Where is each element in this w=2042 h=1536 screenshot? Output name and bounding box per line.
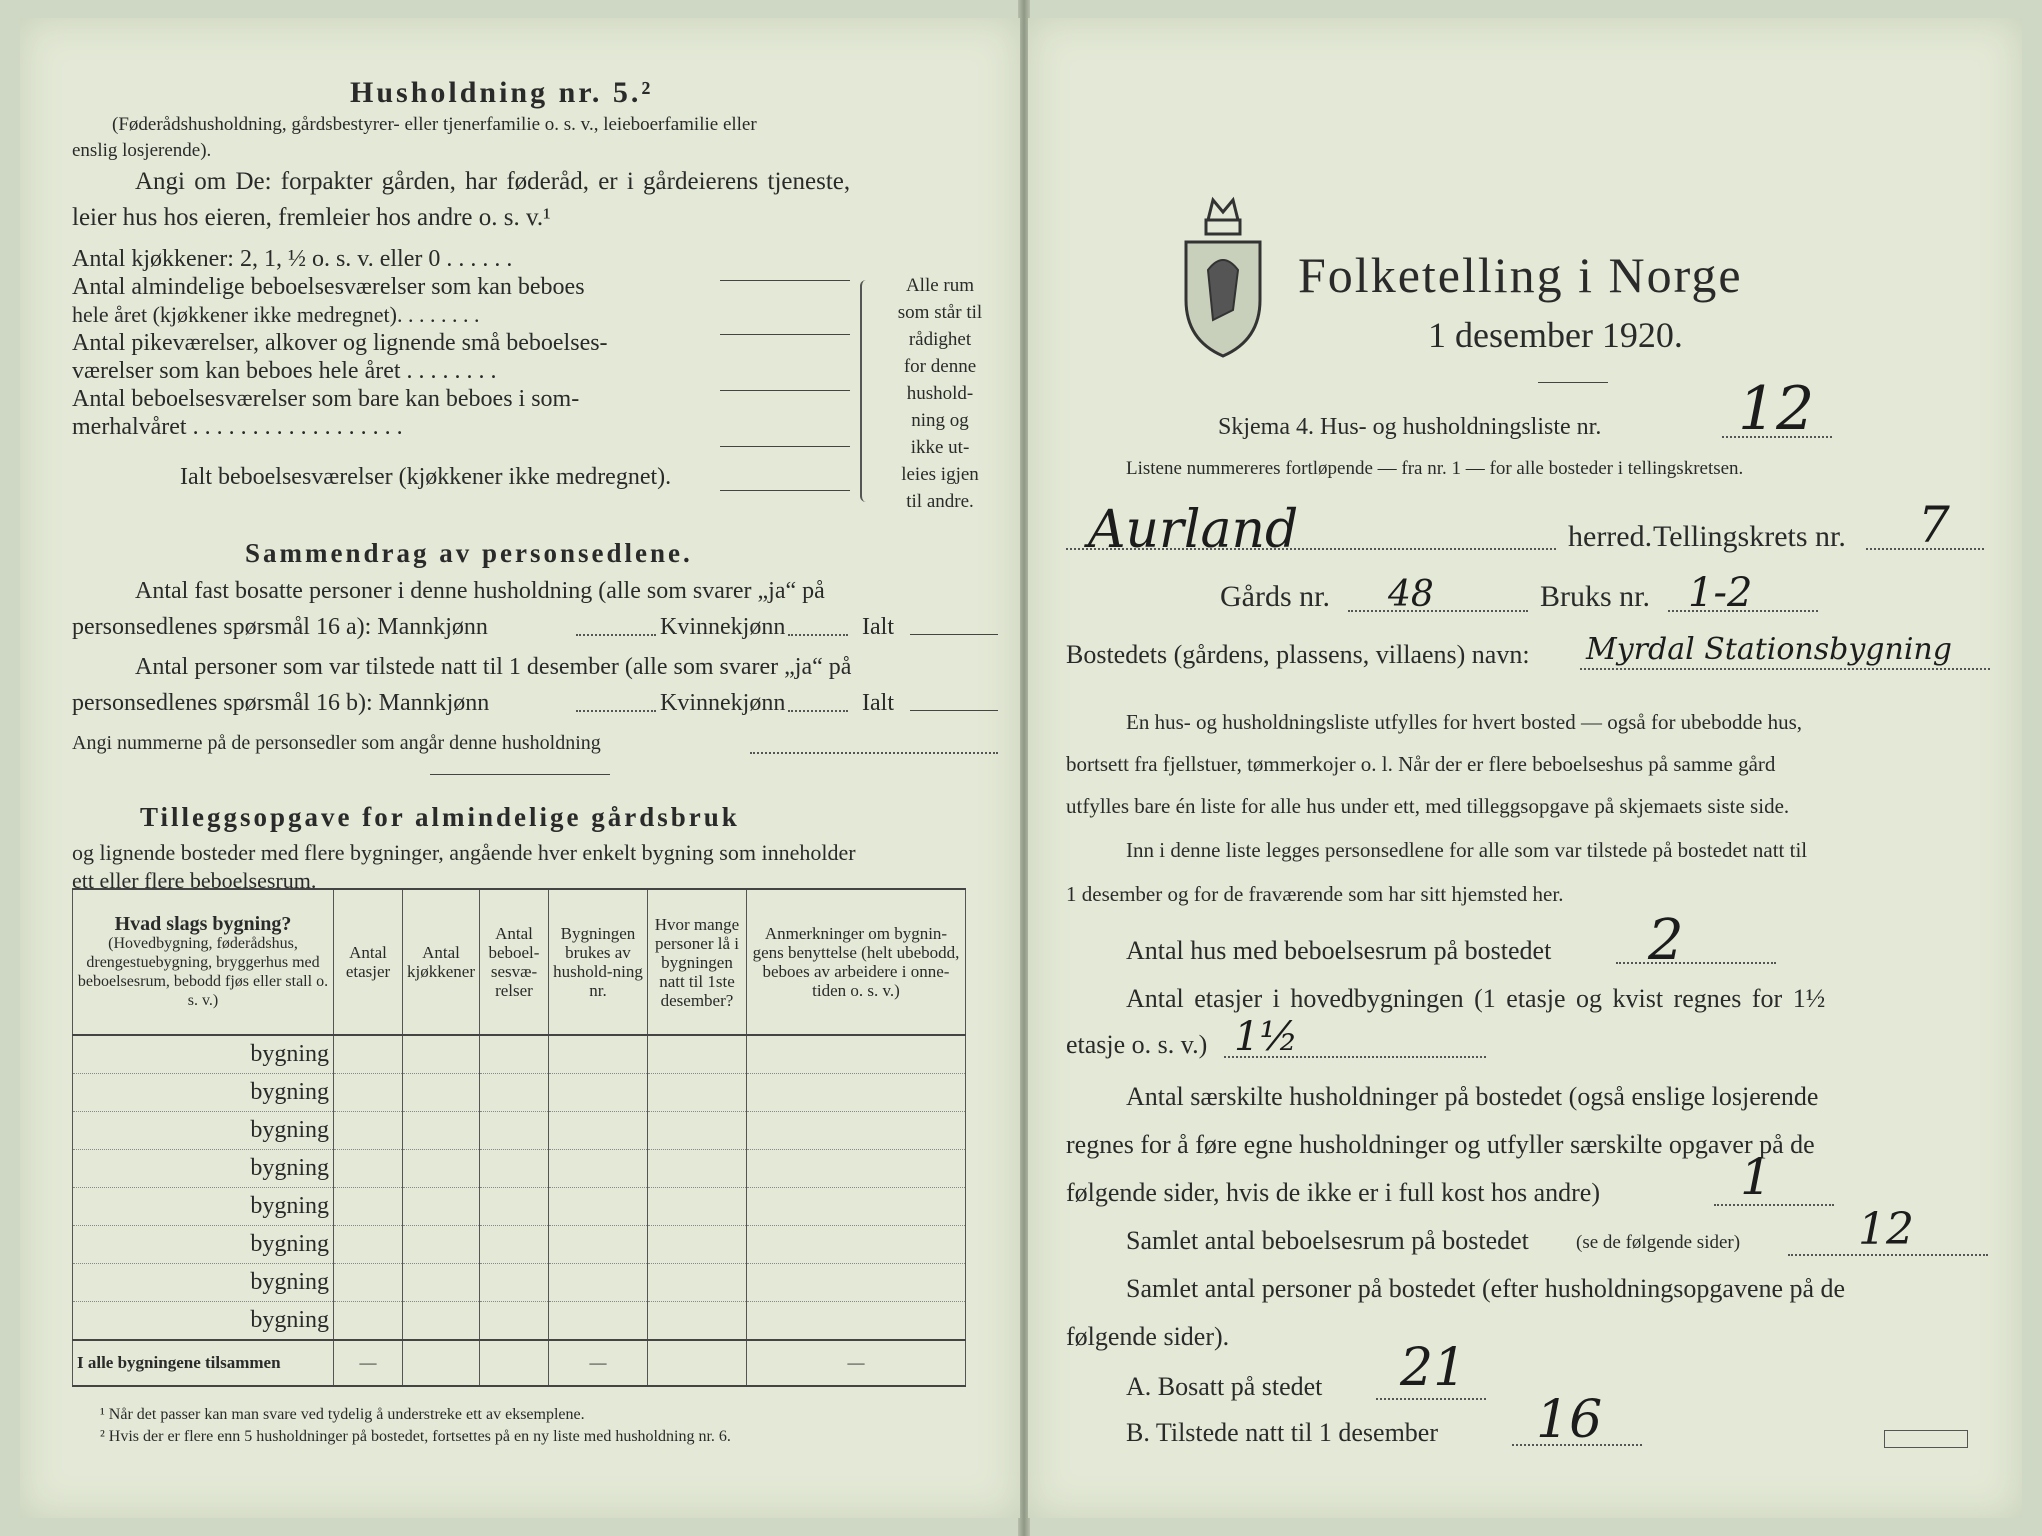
rooms-ordinary-2: hele året (kjøkkener ikke medregnet). . . . . . . . — [72, 302, 480, 327]
male-resident-field — [576, 634, 656, 636]
side-note-line: Alle rum — [905, 275, 975, 296]
bruks-value: 1-2 — [1688, 570, 1753, 616]
summary-line-2: personsedlenes spørsmål 16 a): Mannkjønn — [72, 614, 488, 640]
herred-label: herred. — [1568, 520, 1653, 553]
side-note — [880, 272, 1000, 515]
summary-line-3: Antal personer som var tilstede natt til 1 desember (alle som svarer „ja“ på — [135, 654, 852, 680]
table-row — [73, 1035, 966, 1074]
female-label-1: Kvinnekjønn — [660, 614, 786, 640]
a-label: A. Bosatt på stedet — [1126, 1372, 1323, 1401]
col-building-type-title: Hvad slags bygning? — [114, 912, 292, 935]
total-dash: — — [548, 1340, 647, 1386]
rooms-maid-2: værelser som kan beboes hele året . . . . . . . . — [72, 358, 497, 384]
hus-label: Antal hus med beboelsesrum på bostedet — [1126, 936, 1552, 965]
table-row — [73, 1302, 966, 1341]
col-building-type-body: (Hovedbygning, føderådshus, drengestuebygning, bryggerhus med beboelsesrum, bebodd fjøs eller stall o. s. v.) — [77, 934, 329, 1009]
rooms-maid-1: Antal pikeværelser, alkover og lignende små beboelses- — [72, 330, 608, 356]
skjema-label: Skjema 4. Hus- og husholdningsliste nr. — [1218, 414, 1602, 440]
printer-stamp — [1884, 1430, 1968, 1448]
etasjer-line1: Antal etasjer i hovedbygningen (1 etasje og kvist regnes for 1½ — [1126, 984, 1826, 1013]
census-date: 1 desember 1920. — [1428, 315, 1683, 355]
col-persons: Hvor mange personer lå i bygningen natt til 1ste desember? — [647, 889, 746, 1035]
building-label: bygning — [73, 1264, 334, 1302]
rooms-total: Ialt beboelsesværelser (kjøkkener ikke medregnet). — [180, 464, 672, 490]
table-row — [73, 1264, 966, 1302]
title-divider — [1538, 382, 1608, 383]
rum-note: (se de følgende sider) — [1576, 1232, 1741, 1253]
angi-line-2: leier hus hos eieren, fremleier hos andre o. s. v.¹ — [72, 204, 551, 231]
nummerne-line: Angi nummerne på de personsedler som angår denne husholdning — [72, 732, 601, 754]
table-header-row — [73, 889, 966, 1035]
herred-field — [1066, 548, 1556, 550]
census-title: Folketelling i Norge — [1298, 247, 1743, 303]
total-label: I alle bygningene tilsammen — [73, 1340, 334, 1386]
ialt-resident-field — [910, 634, 998, 635]
footnote-2: ² Hvis der er flere enn 5 husholdninger på bostedet, fortsettes på en ny liste med husholdning nr. 6. — [100, 1428, 731, 1445]
angi-line-1: Angi om De: forpakter gården, har føderåd, er i gårdeierens tjeneste, — [135, 168, 851, 195]
a-field — [1376, 1398, 1486, 1400]
side-note-line: hushold- — [906, 383, 974, 404]
tillegg-title: Tilleggsopgave for almindelige gårdsbruk — [140, 802, 740, 832]
table-total-row — [73, 1340, 966, 1386]
rum-value: 12 — [1858, 1204, 1914, 1255]
rooms-summer-1: Antal beboelsesværelser som bare kan beboes i som- — [72, 386, 580, 412]
hus-field — [1616, 962, 1776, 964]
tellingskrets-value: 7 — [1918, 496, 1950, 554]
female-present-field — [788, 710, 848, 712]
building-table — [72, 888, 966, 1387]
building-label: bygning — [73, 1226, 334, 1264]
kitchens-field — [720, 280, 850, 281]
summary-line-4: personsedlenes spørsmål 16 b): Mannkjønn — [72, 690, 490, 716]
table-row — [73, 1150, 966, 1188]
sk-line3: følgende sider, hvis de ikke er i full kost hos andre) — [1066, 1178, 1600, 1207]
maid-field — [720, 390, 850, 391]
col-household-no: Bygningen brukes av hushold-ning nr. — [548, 889, 647, 1035]
col-kitchens: Antal kjøkkener — [403, 889, 480, 1035]
side-note-line: for denne — [903, 356, 977, 377]
rum-label: Samlet antal beboelsesrum på bostedet — [1126, 1226, 1529, 1255]
sk-value: 1 — [1740, 1148, 1772, 1206]
side-note-line: som står til — [897, 302, 983, 323]
sk-line1: Antal særskilte husholdninger på bostedet (også enslige losjerende — [1126, 1082, 1819, 1111]
a-value: 21 — [1400, 1338, 1467, 1398]
para1-line1: En hus- og husholdningsliste utfylles for hvert bosted — også for ubebodde hus, — [1126, 710, 1802, 734]
female-resident-field — [788, 634, 848, 636]
nummerne-field — [750, 752, 998, 754]
sk-field — [1714, 1204, 1834, 1206]
pers-line1: Samlet antal personer på bostedet (efter husholdningsopgavene på de — [1126, 1274, 1846, 1303]
total-rooms-field — [720, 490, 850, 491]
table-row — [73, 1112, 966, 1150]
table-row — [73, 1188, 966, 1226]
ordinary-field — [720, 334, 850, 335]
household-title: Husholdning nr. 5.² — [350, 76, 654, 109]
tillegg-line-1: og lignende bosteder med flere bygninger, angående hver enkelt bygning som inneholder — [72, 840, 856, 865]
herred-value: Aurland — [1088, 500, 1299, 560]
pers-line2: følgende sider). — [1066, 1322, 1230, 1351]
table-row — [73, 1074, 966, 1112]
intro-line-2: enslig losjerende). — [72, 140, 212, 161]
bosted-label: Bostedets (gårdens, plassens, villaens) navn: — [1066, 640, 1530, 669]
para2-line2: 1 desember og for de fraværende som har sitt hjemsted her. — [1066, 882, 1564, 906]
female-label-2: Kvinnekjønn — [660, 690, 786, 716]
gards-label: Gårds nr. — [1220, 580, 1330, 613]
rooms-kitchens: Antal kjøkkener: 2, 1, ½ o. s. v. eller 0 . . . . . . — [72, 246, 513, 272]
building-label: bygning — [73, 1074, 334, 1112]
building-label: bygning — [73, 1035, 334, 1074]
bosted-field — [1580, 668, 1990, 670]
para1-line2: bortsett fra fjellstuer, tømmerkojer o. l. Når der er flere beboelseshus på samme gård — [1066, 752, 1776, 776]
side-note-line: leies igjen — [901, 464, 979, 485]
col-remarks: Anmerkninger om bygnin-gens benyttelse (helt ubebodd, beboes av arbeidere i onne-tiden o. s. v.) — [746, 889, 965, 1035]
side-note-line: til andre. — [906, 491, 974, 512]
footnote-1: ¹ Når det passer kan man svare ved tydelig å understreke ett av eksemplene. — [100, 1406, 585, 1423]
summary-title: Sammendrag av personsedlene. — [245, 538, 693, 568]
ialt-present-field — [910, 710, 998, 711]
building-label: bygning — [73, 1188, 334, 1226]
para2-line1: Inn i denne liste legges personsedlene for alle som var tilstede på bostedet natt til — [1126, 838, 1808, 862]
rooms-ordinary-1: Antal almindelige beboelsesværelser som kan beboes — [72, 274, 585, 300]
total-dash: — — [746, 1340, 965, 1386]
gards-value: 48 — [1388, 574, 1434, 615]
ialt-label-1: Ialt — [862, 614, 894, 640]
col-building-type — [73, 889, 334, 1035]
b-value: 16 — [1536, 1390, 1603, 1450]
gards-field — [1348, 610, 1528, 612]
summer-field — [720, 446, 850, 447]
norwegian-coat-of-arms-icon — [1178, 190, 1268, 360]
right-page — [1028, 18, 2022, 1518]
tillegg-line-2: ett eller flere beboelsesrum. — [72, 868, 317, 893]
intro-line-1: (Føderådshusholdning, gårdsbestyrer- eller tjenerfamilie o. s. v., leieboerfamilie eller — [112, 114, 757, 135]
col-floors: Antal etasjer — [334, 889, 403, 1035]
male-present-field — [576, 710, 656, 712]
etasjer-line2: etasje o. s. v.) — [1066, 1030, 1208, 1059]
building-label: bygning — [73, 1150, 334, 1188]
skjema-number: 12 — [1738, 374, 1815, 444]
side-note-line: rådighet — [908, 329, 972, 350]
hus-value: 2 — [1648, 908, 1684, 973]
listene-note: Listene nummereres fortløpende — fra nr. 1 — for alle bosteder i tellingskretsen. — [1126, 458, 1744, 479]
tellingskrets-label: Tellingskrets nr. — [1653, 520, 1846, 553]
total-dash: — — [334, 1340, 403, 1386]
rooms-summer-2: merhalvåret . . . . . . . . . . . . . . . . . . — [72, 414, 403, 440]
sk-line2: regnes for å føre egne husholdninger og utfyller særskilte opgaver på de — [1066, 1130, 1815, 1159]
section-divider — [430, 774, 610, 775]
bosted-value: Myrdal Stationsbygning — [1586, 632, 1952, 667]
etasjer-value: 1½ — [1234, 1014, 1299, 1060]
side-note-line: ikke ut- — [910, 437, 970, 458]
summary-line-1: Antal fast bosatte personer i denne husholdning (alle som svarer „ja“ på — [135, 578, 825, 604]
bruks-label: Bruks nr. — [1540, 580, 1651, 613]
left-page — [20, 18, 1020, 1518]
building-label: bygning — [73, 1112, 334, 1150]
para1-line3: utfylles bare én liste for alle hus under ett, med tilleggsopgave på skjemaets siste side. — [1066, 794, 1790, 818]
b-label: B. Tilstede natt til 1 desember — [1126, 1418, 1438, 1447]
col-rooms: Antal beboel-sesvæ-relser — [479, 889, 548, 1035]
ialt-label-2: Ialt — [862, 690, 894, 716]
side-note-line: ning og — [911, 410, 969, 431]
side-bracket — [860, 280, 872, 502]
building-label: bygning — [73, 1302, 334, 1341]
table-row — [73, 1226, 966, 1264]
